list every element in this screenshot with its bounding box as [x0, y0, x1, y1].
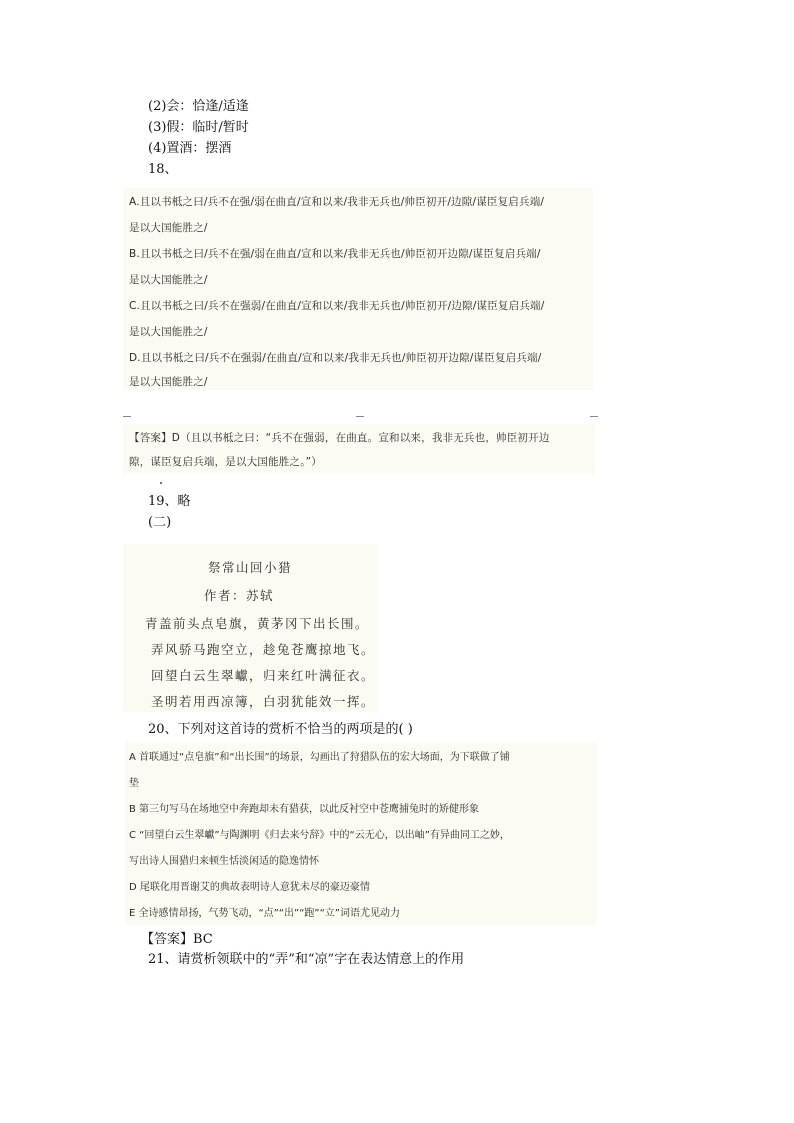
answer-18-line-1: 【答案】D（且以书柢之曰：“兵不在强弱，在曲直。宣和以来，我非无兵也，帅臣初开边: [129, 432, 550, 444]
option-a-line-1: A.且以书柢之曰/兵不在强/弱在曲直/宣和以来/我非无兵也/帅臣初开/边隙/谋臣复启兵端/: [129, 196, 545, 208]
option-c-line-2: 写出诗人围猎归来顿生恬淡闲适的隐逸情怀: [129, 856, 319, 867]
poem-author: 作者：苏轼: [204, 588, 275, 603]
option-d: D 尾联化用晋谢艾的典故表明诗人意犹未尽的豪迈豪情: [129, 882, 370, 893]
question-20-options-image: [125, 742, 597, 925]
question-20-answer: 【答案】BC: [141, 932, 213, 947]
option-a-line-2: 垫: [129, 778, 139, 789]
option-b: B 第三句写马在场地空中奔跑却未有猎获，以此反衬空中苍鹰捕兔时的矫健形象: [129, 804, 480, 815]
option-d-line-2: 是以大国能胜之/: [129, 376, 208, 388]
option-b-line-2: 是以大国能胜之/: [129, 274, 208, 286]
poem-image: [123, 544, 378, 712]
poem-line-2: 弄风骄马跑空立，趁兔苍鹰掠地飞。: [151, 642, 376, 657]
divider-mark: [590, 416, 598, 417]
poem-line-4: 圣明若用西凉簿，白羽犹能效一挥。: [151, 694, 376, 709]
intro-line-2: (2)会：恰逢/适逢: [148, 99, 249, 114]
question-18-number: 18、: [148, 162, 178, 177]
scan-artifact-dot: [160, 482, 162, 484]
question-18-answer-image: [123, 424, 595, 474]
divider-mark: [123, 416, 131, 417]
question-21-prompt: 21、请赏析领联中的“弄”和“凉”字在表达情意上的作用: [148, 952, 465, 967]
poem-line-1: 青盖前头点皂旗，黄茅冈下出长围。: [145, 616, 370, 631]
question-20-prompt: 20、下列对这首诗的赏析不恰当的两项是的( ): [148, 722, 413, 737]
answer-18-line-2: 隙，谋臣复启兵端，是以大国能胜之。”）: [129, 456, 322, 468]
option-c-line-1: C “回望白云生翠巘”与陶渊明《归去来兮辞》中的“云无心，以出岫”有异曲同工之妙，: [129, 830, 510, 841]
option-a-line-1: A 首联通过“点皂旗”和“出长围”的场景，勾画出了狩猎队伍的宏大场面，为下联做了铺: [129, 752, 510, 763]
intro-line-3: (3)假：临时/暂时: [148, 120, 249, 135]
divider-mark: [356, 416, 364, 417]
option-c-line-2: 是以大国能胜之/: [129, 326, 208, 338]
intro-line-4: (4)置酒：摆酒: [148, 141, 232, 156]
option-b-line-1: B.且以书柢之曰/兵不在强/弱在曲直/宣和以来/我非无兵也/帅臣初开边隙/谋臣复启兵端/: [129, 248, 541, 260]
option-d-line-1: D.且以书柢之曰/兵不在强弱/在曲直/宣和以来/我非无兵也/帅臣初开边隙/谋臣复启兵端/: [129, 352, 542, 364]
option-e: E 全诗感情昂扬，气势飞动，“点”“出”“跑”“立”词语尤见动力: [129, 908, 400, 919]
question-18-options-image: [123, 188, 593, 390]
poem-line-3: 回望白云生翠巘，归来红叶满征衣。: [151, 668, 376, 683]
poem-title: 祭常山回小猎: [208, 560, 293, 575]
question-19: 19、略: [148, 494, 191, 509]
option-a-line-2: 是以大国能胜之/: [129, 222, 208, 234]
section-heading: (二): [148, 515, 172, 530]
option-c-line-1: C.且以书柢之曰/兵不在强弱/在曲直/宣和以来/我非无兵也/帅臣初开/边隙/谋臣复启兵端/: [129, 300, 545, 312]
